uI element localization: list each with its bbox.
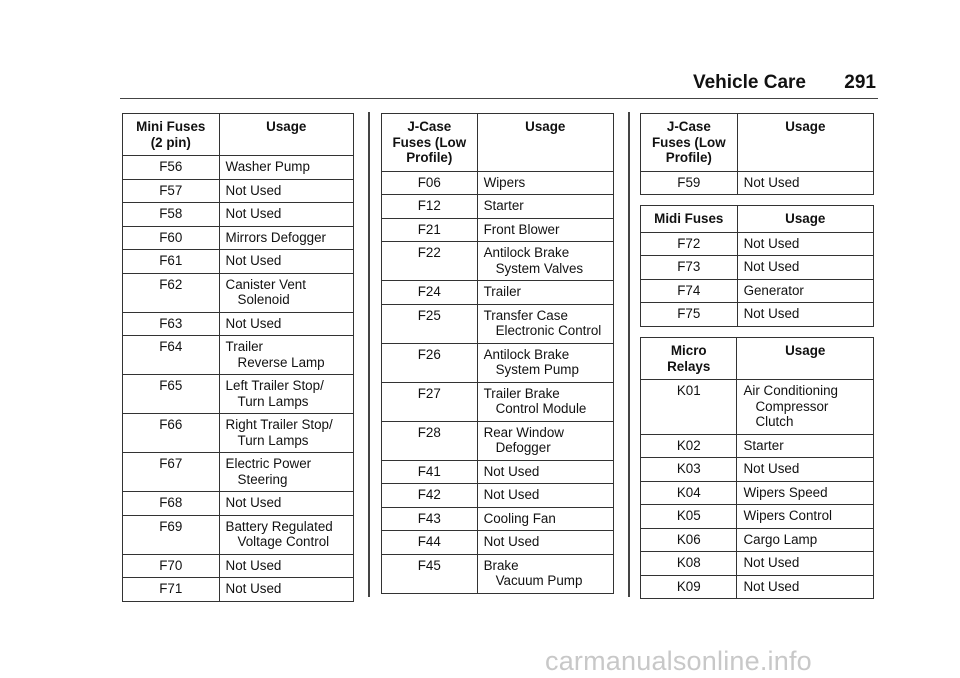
fuse-usage <box>219 156 353 180</box>
column-header: J-Case Fuses (Low Profile) <box>382 114 478 172</box>
fuse-usage <box>477 460 613 484</box>
section-title: Vehicle Care <box>692 72 806 93</box>
table-row <box>382 484 614 508</box>
usage-line: Reverse Lamp <box>237 354 325 370</box>
fuse-usage <box>477 218 613 242</box>
fuse-usage <box>219 375 353 414</box>
table-row <box>641 575 874 599</box>
fuse-usage <box>737 232 873 256</box>
column-header: Mini Fuses (2 pin) <box>123 114 220 156</box>
fuse-code: K03 <box>641 458 737 482</box>
table-row <box>641 303 874 327</box>
fuse-code: F61 <box>123 250 220 274</box>
usage-line: Not Used <box>225 315 282 331</box>
fuse-code: F45 <box>382 554 478 593</box>
table-row <box>641 505 874 529</box>
fuse-code: K04 <box>641 481 737 505</box>
fuse-code: F22 <box>382 242 478 281</box>
fuse-usage <box>219 312 353 336</box>
fuse-code: F74 <box>641 279 738 303</box>
fuse-usage <box>477 382 613 421</box>
table-row <box>382 304 614 343</box>
fuse-code: K05 <box>641 505 737 529</box>
table-row <box>382 460 614 484</box>
fuse-usage <box>219 336 353 375</box>
usage-line: Not Used <box>483 463 540 479</box>
usage-line: Not Used <box>225 495 282 510</box>
usage-line: Not Used <box>225 253 282 268</box>
fuse-usage <box>477 343 613 382</box>
fuse-usage <box>737 505 874 529</box>
usage-line: Not Used <box>743 555 800 570</box>
fuse-code: F62 <box>123 273 220 312</box>
fuse-code: F68 <box>123 492 220 516</box>
fuse-code: F66 <box>123 414 220 453</box>
fuse-usage <box>477 304 613 343</box>
column-header: Usage <box>737 206 873 233</box>
table-row <box>382 382 614 421</box>
table-row <box>123 273 354 312</box>
column-divider <box>628 112 630 597</box>
fuse-code: F28 <box>382 421 478 460</box>
fuse-usage <box>737 528 874 552</box>
fuse-code: F64 <box>123 336 220 375</box>
fuse-code: F25 <box>382 304 478 343</box>
usage-line: Transfer Case <box>483 307 568 323</box>
table-header-row <box>123 114 354 156</box>
fuse-usage <box>219 578 353 602</box>
table-row <box>641 232 874 256</box>
usage-line: Washer Pump <box>225 159 310 174</box>
usage-line: Not Used <box>743 578 800 594</box>
fuse-code: F60 <box>123 226 220 250</box>
column-header: Usage <box>219 114 353 156</box>
fuse-usage <box>737 434 874 458</box>
fuse-usage <box>219 179 353 203</box>
usage-line: Control Module <box>495 401 587 416</box>
fuse-usage <box>219 453 353 492</box>
fuse-usage <box>737 303 873 327</box>
usage-line: Not Used <box>225 557 282 573</box>
fuse-code: F67 <box>123 453 220 492</box>
usage-line: Voltage Control <box>237 534 330 549</box>
fuse-code: F26 <box>382 343 478 382</box>
fuse-usage <box>737 552 874 576</box>
usage-line: Right Trailer Stop/ <box>225 417 333 432</box>
table-row <box>123 312 354 336</box>
page-header <box>120 68 878 99</box>
usage-line: Not Used <box>225 182 282 198</box>
usage-line: Mirrors Defogger <box>225 229 327 245</box>
fuse-code: K08 <box>641 552 737 576</box>
fuse-usage <box>477 554 613 593</box>
table-header-row <box>641 114 874 172</box>
fuse-code: F69 <box>123 515 220 554</box>
fuse-code: F41 <box>382 460 478 484</box>
fuse-code: F75 <box>641 303 738 327</box>
usage-line: Generator <box>743 282 804 298</box>
usage-line: Not Used <box>483 534 540 549</box>
table-row <box>123 250 354 274</box>
fuse-code: F27 <box>382 382 478 421</box>
usage-line: Wipers <box>483 174 526 190</box>
usage-line: Solenoid <box>237 292 290 307</box>
fuse-code: F24 <box>382 281 478 305</box>
watermark: carmanualsonline.info <box>545 646 812 676</box>
usage-line: Turn Lamps <box>237 393 309 409</box>
fuse-code: F56 <box>123 156 220 180</box>
fuse-usage <box>477 171 613 195</box>
usage-line: Not Used <box>743 306 800 321</box>
usage-line: Trailer <box>483 284 522 299</box>
usage-line: Not Used <box>225 206 282 221</box>
fuse-usage <box>477 421 613 460</box>
table-row <box>641 279 874 303</box>
fuse-usage <box>219 414 353 453</box>
fuse-usage <box>477 195 613 219</box>
table-row <box>382 343 614 382</box>
micro-relays-table <box>640 337 874 599</box>
fuse-code: K01 <box>641 380 737 435</box>
usage-line: System Valves <box>495 260 584 276</box>
midi-fuses-table <box>640 205 874 327</box>
fuse-code: F42 <box>382 484 478 508</box>
fuse-usage <box>477 281 613 305</box>
table-row <box>123 336 354 375</box>
table-row <box>123 414 354 453</box>
usage-line: Vacuum Pump <box>495 573 583 588</box>
table-row <box>382 195 614 219</box>
usage-line: Air Conditioning <box>743 383 839 398</box>
fuse-usage <box>219 554 353 578</box>
jcase-fuses-table-continued <box>640 113 874 195</box>
table-row <box>123 375 354 414</box>
fuse-code: F70 <box>123 554 220 578</box>
table-row <box>123 578 354 602</box>
fuse-code: K09 <box>641 575 737 599</box>
table-header-row <box>641 338 874 380</box>
table-row <box>123 203 354 227</box>
fuse-code: F73 <box>641 256 738 280</box>
usage-line: System Pump <box>495 362 579 377</box>
fuse-usage <box>219 492 353 516</box>
table-row <box>123 554 354 578</box>
table-row <box>382 507 614 531</box>
table-row <box>641 256 874 280</box>
column-header: Midi Fuses <box>641 206 738 233</box>
usage-line: Cargo Lamp <box>743 531 818 547</box>
table-header-row <box>641 206 874 233</box>
fuse-code: F72 <box>641 232 738 256</box>
table-row <box>641 552 874 576</box>
column-header: J-Case Fuses (Low Profile) <box>641 114 738 172</box>
usage-line: Rear Window <box>483 424 564 440</box>
fuse-code: F65 <box>123 375 220 414</box>
column-header: Usage <box>477 114 613 172</box>
usage-line: Battery Regulated <box>225 518 333 534</box>
usage-line: Not Used <box>225 581 282 596</box>
usage-line: Not Used <box>743 174 800 190</box>
fuse-code: F21 <box>382 218 478 242</box>
fuse-usage <box>737 279 873 303</box>
fuse-usage <box>219 250 353 274</box>
table-row <box>382 218 614 242</box>
usage-line: Trailer <box>225 339 263 354</box>
usage-line: Steering <box>237 471 288 487</box>
table-row <box>641 528 874 552</box>
usage-line: Starter <box>483 198 524 213</box>
fuse-code: F63 <box>123 312 220 336</box>
fuse-code: F06 <box>382 171 478 195</box>
usage-line: Left Trailer Stop/ <box>225 378 324 393</box>
mini-fuses-table <box>122 113 354 602</box>
usage-line: Compressor Clutch <box>755 398 829 429</box>
fuse-code: F57 <box>123 179 220 203</box>
fuse-usage <box>737 380 874 435</box>
fuse-code: K02 <box>641 434 737 458</box>
usage-line: Antilock Brake <box>483 245 570 260</box>
usage-line: Defogger <box>495 440 551 455</box>
table-row <box>641 380 874 435</box>
table-row <box>382 171 614 195</box>
usage-line: Canister Vent <box>225 276 306 292</box>
usage-line: Not Used <box>743 235 800 251</box>
usage-line: Not Used <box>483 487 540 502</box>
fuse-usage <box>477 507 613 531</box>
page-number: 291 <box>844 72 876 93</box>
table-row <box>641 434 874 458</box>
fuse-usage <box>219 226 353 250</box>
table-row <box>123 226 354 250</box>
usage-line: Brake <box>483 557 519 573</box>
fuse-usage <box>477 484 613 508</box>
table-row <box>123 515 354 554</box>
jcase-fuses-table <box>381 113 614 594</box>
table-row <box>123 492 354 516</box>
table-row <box>123 453 354 492</box>
fuse-usage <box>737 575 874 599</box>
fuse-usage <box>737 458 874 482</box>
fuse-usage <box>477 242 613 281</box>
column-header: Usage <box>737 338 874 380</box>
column-divider <box>368 112 370 597</box>
fuse-code: K06 <box>641 528 737 552</box>
fuse-usage <box>737 481 874 505</box>
table-row <box>382 242 614 281</box>
usage-line: Turn Lamps <box>237 432 309 448</box>
table-row <box>382 281 614 305</box>
usage-line: Cooling Fan <box>483 510 556 526</box>
usage-line: Wipers Speed <box>743 484 828 500</box>
usage-line: Trailer Brake <box>483 385 560 401</box>
usage-line: Antilock Brake <box>483 346 570 362</box>
usage-line: Not Used <box>743 259 800 274</box>
usage-line: Electric Power <box>225 456 312 471</box>
table-row <box>641 458 874 482</box>
fuse-usage <box>477 531 613 555</box>
table-row <box>382 531 614 555</box>
table-row <box>123 156 354 180</box>
table-row <box>641 171 874 195</box>
fuse-code: F58 <box>123 203 220 227</box>
fuse-code: F71 <box>123 578 220 602</box>
fuse-usage <box>737 256 873 280</box>
table-row <box>382 554 614 593</box>
fuse-code: F43 <box>382 507 478 531</box>
column-header: Micro Relays <box>641 338 737 380</box>
usage-line: Wipers Control <box>743 508 833 523</box>
usage-line: Front Blower <box>483 221 560 237</box>
usage-line: Not Used <box>743 461 800 476</box>
fuse-code: F59 <box>641 171 738 195</box>
table-header-row <box>382 114 614 172</box>
fuse-code: F12 <box>382 195 478 219</box>
fuse-code: F44 <box>382 531 478 555</box>
usage-line: Starter <box>743 437 784 453</box>
fuse-usage <box>219 203 353 227</box>
usage-line: Electronic Control <box>495 323 602 338</box>
fuse-usage <box>219 273 353 312</box>
table-row <box>123 179 354 203</box>
fuse-usage <box>219 515 353 554</box>
table-row <box>641 481 874 505</box>
fuse-usage <box>737 171 873 195</box>
column-header: Usage <box>737 114 873 172</box>
table-row <box>382 421 614 460</box>
